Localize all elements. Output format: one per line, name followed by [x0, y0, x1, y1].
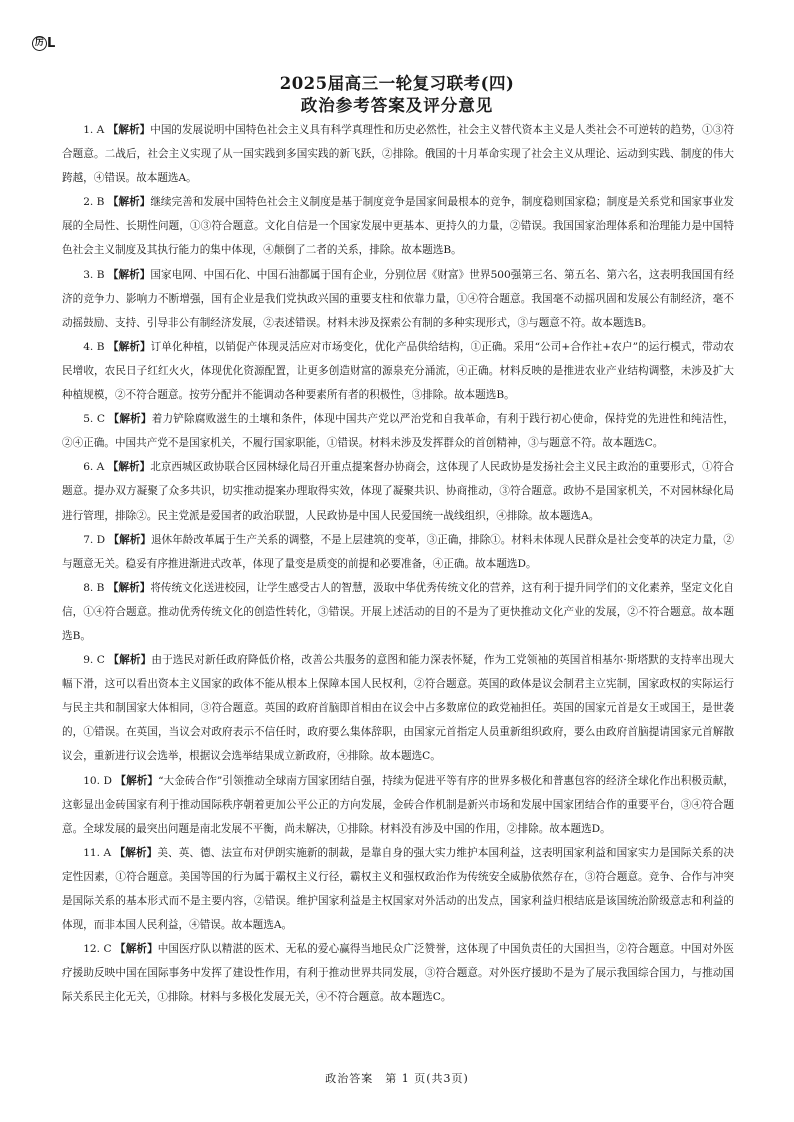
answer-number: 4. B — [83, 340, 105, 353]
answer-item-11 — [62, 841, 734, 937]
answer-item-9 — [62, 648, 734, 768]
answer-item-8 — [62, 576, 734, 648]
analysis-tag: 【解析】 — [107, 124, 151, 136]
answer-text: “大金砖合作”引领推动全球南方国家团结自强，持续为促进平等有序的世界多极化和普惠包容的经济全球化作出积极贡献，这彰显出金砖国家有利于推动国际秩序朝着更加公平公正的方向发展，金砖合作机制是新兴市场和发展中国家团结合作的重要平台，③④符合题意。全球发展的最突出问题是南北发展不平衡，尚未解决，①排除。材料没有涉及中国的作用，②排除。故本题选D。 — [62, 774, 735, 835]
answer-number: 1. A — [83, 124, 105, 136]
answer-number: 3. B — [83, 268, 105, 281]
answer-number: 7. D — [83, 533, 106, 546]
analysis-tag: 【解析】 — [108, 413, 152, 426]
answer-text: 由于选民对新任政府降低价格，改善公共服务的意图和能力深表怀疑，作为工党领袖的英国首相基尔·斯塔默的支持率出现大幅下滑，这可以看出资本主义国家的政体不能从根本上保障本国人民权利，②符合题意。英国的政体是议会制君主立宪制，国家政权的实际运行与民主共和制国家大体相同，③符合题意。英国的政府首脑即首相由在议会中占多数席位的政党袖担任。英国的国家元首是女王或国王，是世袭的，①错误。在英国，当议会对政府表示不信任时，政府要么集体辞职，由国家元首指定人员重新组织政府，要么由政府首脑提请国家元首解散议会，重新进行议会选举，根据议会选举结果成立新政府，④排除。故本题选C。 — [62, 654, 734, 763]
page-subtitle: 政治参考答案及评分意见 — [300, 96, 494, 115]
analysis-tag: 【解析】 — [114, 846, 158, 859]
answer-item-6 — [62, 455, 734, 527]
answer-number: 12. C — [83, 943, 112, 956]
answer-text: 着力铲除腐败滋生的土壤和条件，体现中国共产党以严治党和自我革命，有利于践行初心使命，保持党的先进性和纯洁性，②④正确。中国共产党不是国家机关，不履行国家职能，①错误。材料未涉及发挥群众的首创精神，③与题意不符。故本题选C。 — [62, 413, 734, 450]
analysis-tag: 【解析】 — [108, 654, 152, 667]
answer-text: 订单化种植，以销促产体现灵活应对市场变化，优化产品供给结构，①正确。采用“公司+合作社+农户”的运行模式，带动农民增收，农民日子红红火火，体现优化资源配置，让更多创造财富的源泉充分涌流，④正确。材料反映的是推进农业产业结构调整，未涉及扩大种植规模，②不符合题意。按劳分配并不能调动各种要素所有者的积极性，③排除。故本题选B。 — [62, 340, 735, 402]
analysis-tag: 【解析】 — [107, 461, 151, 474]
analysis-tag: 【解析】 — [107, 340, 151, 353]
answer-text: 将传统文化送进校园，让学生感受古人的智慧，汲取中华优秀传统文化的营养，这有利于提升同学们的文化素养，坚定文化自信，①④符合题意。推动优秀传统文化的创造性转化，③错误。开展上述活动的目的不是为了更快推动文化产业的发展，②不符合题意。故本题选B。 — [62, 581, 734, 642]
answer-text: 北京西城区政协联合区园林绿化局召开重点提案督办协商会，这体现了人民政协是发扬社会主义民主政治的重要形式，①符合题意。提办双方凝聚了众多共识，切实推动提案办理取得实效，体现了凝聚共识、协商推动，③符合题意。政协不是国家机关，不对园林绿化局进行管理，排除②。民主党派是爱国者的政治联盟，人民政协是中国人民爱国统一战线组织，④排除。故本题选A。 — [62, 461, 734, 522]
answer-list — [62, 118, 734, 1009]
answer-text: 继续完善和发展中国特色社会主义制度是基于制度竞争是国家间最根本的竞争，制度稳则国家稳；制度是关系党和国家事业发展的全局性、长期性问题，①③符合题意。文化自信是一个国家发展中更基本、更持久的力量，②错误。我国国家治理体系和治理能力是中国特色社会主义制度及其执行能力的集中体现，④颠倒了二者的关系，排除。故本题选B。 — [62, 196, 734, 257]
answer-item-7 — [62, 528, 734, 576]
answer-item-2 — [62, 190, 734, 262]
page-title: 2025届高三一轮复习联考(四) — [279, 74, 515, 93]
answer-number: 9. C — [83, 654, 105, 667]
analysis-tag: 【解析】 — [107, 581, 151, 594]
answer-number: 5. C — [83, 413, 105, 426]
answer-text: 退休年龄改革属于生产关系的调整，不是上层建筑的变革，③正确，排除①。材料未体现人民群众是社会变革的决定力量，②与题意无关。稳妥有序推进渐进式改革，体现了量变是质变的前提和必要准备，④正确。故本题选D。 — [62, 533, 734, 570]
answer-number: 10. D — [83, 774, 112, 787]
answer-item-3 — [62, 263, 734, 335]
analysis-tag: 【解析】 — [115, 943, 158, 956]
analysis-tag: 【解析】 — [115, 774, 159, 787]
corner-mark — [32, 36, 55, 51]
answer-text: 中国的发展说明中国特色社会主义具有科学真理性和历史必然性，社会主义替代资本主义是人类社会不可逆转的趋势，①③符合题意。二战后，社会主义实现了从一国实践到多国实践的新飞跃，②排除。俄国的十月革命实现了社会主义从理论、运动到实践、制度的伟大跨越，④错误。故本题选A。 — [62, 124, 734, 185]
answer-number: 8. B — [83, 581, 105, 594]
answer-number: 6. A — [83, 461, 105, 474]
answer-text: 中国医疗队以精湛的医术、无私的爱心赢得当地民众广泛赞誉，这体现了中国负责任的大国担当，②符合题意。中国对外医疗援助反映中国在国际事务中发挥了建设性作用，有利于推动世界共同发展，③符合题意。对外医疗援助不是为了展示我国综合国力，与推动国际关系民主化无关，①排除。材料与多极化发展无关，④不符合题意。故本题选C。 — [62, 943, 735, 1004]
analysis-tag: 【解析】 — [107, 268, 151, 281]
answer-item-12 — [62, 937, 734, 1009]
answer-item-5 — [62, 407, 734, 455]
answer-number: 2. B — [83, 196, 105, 209]
answer-item-1 — [62, 118, 734, 190]
corner-letter: L — [47, 36, 56, 51]
analysis-tag: 【解析】 — [108, 533, 151, 546]
answer-number: 11. A — [83, 846, 112, 859]
answer-item-10 — [62, 769, 734, 841]
circled-symbol: 厉 — [32, 36, 47, 51]
answer-item-4 — [62, 335, 734, 407]
answer-text: 美、英、德、法宣布对伊朗实施新的制裁，是靠自身的强大实力维护本国利益，这表明国家利益和国家实力是国际关系的决定性因素，①符合题意。美国等国的行为属于霸权主义行径，霸权主义和强权政治作为传统安全威胁依然存在，③符合题意。竞争、合作与冲突是国际关系的基本形式而不是主要内容，②错误。维护国家利益是主权国家对外活动的出发点，国家利益归根结底是该国统治阶级意志和利益的体现，而非本国人民利益，④错误。故本题选A。 — [62, 846, 735, 932]
analysis-tag: 【解析】 — [107, 196, 151, 209]
answer-text: 国家电网、中国石化、中国石油都属于国有企业，分别位居《财富》世界500强第三名、第五名、第六名，这表明我国国有经济的竞争力、影响力不断增强，国有企业是我们党执政兴国的重要支柱和依靠力量，①④符合题意。我国毫不动摇巩固和发展公有制经济，毫不动摇鼓励、支持、引导非公有制经济发展，②表述错误。材料未涉及探索公有制的多种实现形式，③与题意不符。故本题选B。 — [62, 268, 735, 329]
page-footer: 政治答案 第 1 页(共3页) — [325, 1072, 469, 1085]
